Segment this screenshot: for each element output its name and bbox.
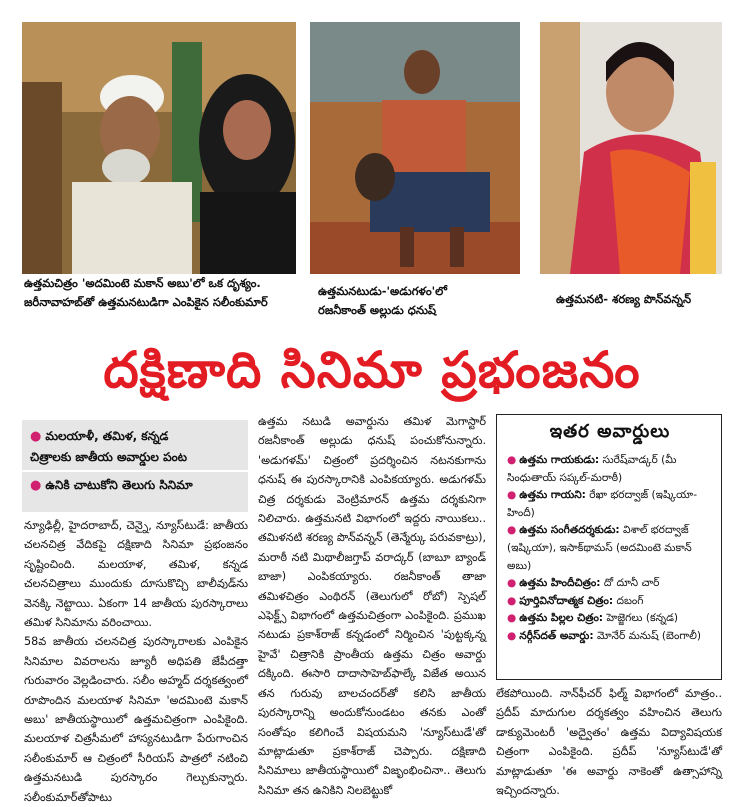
award-winner: హెజ్జెగలు (కన్నడ): [606, 612, 679, 625]
award-item: [507, 522, 713, 575]
award-item: [507, 593, 713, 611]
article-paragraph: ఉత్తమ నటుడి అవార్డును తమిళ మెగాస్టార్ రజనీకాంత్ అల్లుడు ధనుష్ పంచుకోనున్నారు. 'అడుగళమ్' చిత్రంలో ప్రదర్శించిన నటనకుగాను ధనుష్ ఈ పురస్కారానికి ఎంపికయ్యారు. అడుగళమ్ చిత్ర దర్శకుడు వెంట్రిమారన్ ఉత్తమ దర్శకునిగా నిలిచారు. ఉత్తమనటి విభాగంలో ఇద్దరు నాయికలు.. తమిళనటి శరణ్య పొన్‌వన్నన్ (తెన్మేర్కు పరువకాట్రు), మరాఠీ నటి మిథాలీజగ్తాప్ వరాద్కర్ (బాబూ బ్యాండ్ బాజా) ఎంపికయ్యారు. రజనీకాంత్ తాజా తమిళచిత్రం ఎంథిరన్ (తెలుగులో రోబో) స్పెషల్ ఎఫెక్ట్స్ విభాగంలో ఉత్తమచిత్రంగా ఎంపికైంది. ప్రముఖ నటుడు ప్రకాశ్‌రాజ్ కన్నడంలో నిర్మించిన 'పుట్టక్కన్న హైవే' చిత్రానికి ప్రాంతీయ ఉత్తమ చిత్రం అవార్డు దక్కింది. ఈసారి దాదాసాహెబ్‌ఫాల్కే విజేత అయిన తన గురువు బాలచందర్‌తో కలిసి జాతీయ పురస్కారాన్ని అందుకోనుండటం తనకు ఎంతో సంతోషం కలిగించే విషయమని 'న్యూస్‌టుడే'తో మాట్లాడుతూ ప్రకాశ్‌రాజ్ చెప్పారు. దక్షిణాది సినిమాలు జాతీయస్థాయిలో విజృంభించినా.. తెలుగు సినిమా తన ఉనికిని నిలబెట్టుకో: [258, 415, 486, 797]
award-category: ఉత్తమ గాయకుడు:: [519, 454, 600, 466]
photo-dhanush-aadukalam: [310, 22, 520, 274]
award-item: [507, 487, 713, 522]
bullet-icon: ●: [30, 478, 42, 493]
article-paragraph: న్యూఢిల్లీ, హైదరాబాద్, చెన్నై, న్యూస్‌టుడే: జాతీయ చలనచిత్ర వేదికపై దక్షిణాది సినిమా ప్రభంజనం సృష్టించింది. మలయాళ, తమిళ, కన్నడ చలనచిత్రాలు ముందుకు దూసుకొచ్చి బాలీవుడ్‌ను వెనక్కి నెట్టాయి. ఏకంగా 14 జాతీయ పురస్కారాలు తమిళ సినిమాను వరించాయి.: [24, 519, 248, 630]
sidebar-title: ఇతర అవార్డులు: [549, 421, 671, 442]
caption-line: ఉత్తమనటి- శరణ్య పొన్‌వన్నన్: [556, 292, 692, 306]
portrait-image: [540, 22, 722, 274]
article-column-1: [24, 516, 248, 804]
deck-text: ఉనికి చాటుకోని తెలుగు సినిమా: [45, 478, 193, 492]
award-winner: దబంగ్: [616, 594, 644, 607]
article-paragraph: లేకపోయింది. నాన్‌ఫీచర్ ఫిల్మ్ విభాగంలో మాత్రం.. ప్రదీప్ మాదుగుల దర్శకత్వం వహించిన తెలుగు డాక్యుమెంటరీ 'అద్వైతం' ఉత్తమ విద్యావిషయక చిత్రంగా ఎంపికైంది. ప్రదీప్ 'న్యూస్‌టుడే'తో మాట్లాడుతూ 'ఈ అవార్డు నాకెంతో ఉత్సాహాన్ని ఇచ్చిందన్నారు.: [496, 687, 722, 798]
award-category: ఉత్తమ గాయని:: [519, 489, 586, 502]
award-category: ఉత్తమ పిల్లల చిత్రం:: [519, 612, 604, 625]
caption-line: రజనీకాంత్ అల్లుడు ధనుష్: [318, 303, 437, 317]
article-column-2: [258, 412, 486, 797]
caption-line: ఉత్తమనటుడు-'అడుగళం'లో: [318, 284, 447, 298]
deck-line-2: చిత్రాలకు జాతీయ అవార్డుల పంట: [30, 450, 187, 464]
award-item: [507, 452, 713, 487]
award-winner: సురేష్‌వాడ్కర్ (మీ సింధుతాయ్ సప్కల్-మరాఠీ): [507, 454, 677, 484]
bullet-icon: ●: [507, 524, 517, 537]
film-still-image: [310, 22, 520, 274]
film-still-image: [22, 22, 296, 274]
deck-text: మలయాళీ, తమిళ, కన్నడ: [45, 429, 169, 443]
photo-3-caption: [556, 290, 736, 309]
award-winner: మోనేర్ మనుష్ (బెంగాలీ): [596, 629, 701, 642]
award-winner: విశాల్ భరద్వాజ్ (ఇష్కియా), ఇసాక్‌థామస్ (అదమింటె మకాన్ అబు): [507, 524, 692, 572]
bullet-icon: ●: [507, 629, 517, 642]
bullet-icon: ●: [507, 612, 517, 625]
award-item: [507, 628, 713, 646]
photo-saranya-ponvannan: [540, 22, 722, 274]
award-category: నర్గీస్‌దత్ అవార్డు:: [519, 629, 594, 642]
article-paragraph: 58వ జాతీయ చలనచిత్ర పురస్కారాలకు ఎంపికైన సినిమాల వివరాలను జ్యూరీ అధిపతి జేపీదత్తా గురువారం వెల్లడించారు. సలీం అహ్మద్ దర్శకత్వంలో రూపొందిన మలయాళ సినిమా 'అదమింటె మకాన్ అబు' జాతీయస్థాయిలో ఉత్తమచిత్రంగా ఎంపికైంది. మలయాళ చిత్రసీమలో హాస్యనటుడిగా పేరుగాంచిన సలీంకుమార్ ఆ చిత్రంలో సీరియస్ పాత్రలో నటించి ఉత్తమనటుడి పురస్కారం గెల్చుకున్నారు. సలీంకుమార్‌తోపాటు: [24, 635, 248, 804]
article-column-3: [496, 684, 722, 800]
award-category: పూర్తివినోదాత్మక చిత్రం:: [519, 594, 614, 607]
photo-1-caption: [24, 274, 304, 312]
other-awards-sidebar: [496, 414, 722, 680]
bullet-icon: ●: [507, 454, 517, 466]
bullet-icon: ●: [507, 577, 517, 590]
award-item: [507, 610, 713, 628]
caption-line: జరీనావాహబ్‌తో ఉత్తమనటుడిగా ఎంపికైన సలీంకుమార్: [24, 295, 268, 309]
headline: దక్షిణాది సినిమా ప్రభంజనం: [103, 341, 641, 399]
bullet-icon: ●: [507, 489, 517, 502]
deck-line-1: [30, 426, 242, 447]
award-winner: దో దూనీ చార్: [603, 577, 660, 590]
deck-divider: [22, 470, 248, 472]
photo-adaminte-makan-abu: [22, 22, 296, 274]
award-category: ఉత్తమ సంగీతదర్శకుడు:: [519, 524, 620, 537]
deck-line-3: [30, 475, 242, 496]
deck-box: [22, 420, 248, 512]
award-category: ఉత్తమ హిందీచిత్రం:: [519, 577, 601, 590]
bullet-icon: ●: [30, 429, 42, 444]
award-winner: రేఖా భరద్వాజ్ (ఇష్కియా-హిందీ): [507, 489, 698, 519]
award-item: [507, 575, 713, 593]
bullet-icon: ●: [507, 594, 517, 607]
caption-line: ఉత్తమచిత్రం 'అదమింటె మకాన్ అబు'లో ఒక దృశ్యం.: [24, 276, 261, 290]
photo-2-caption: [318, 282, 528, 320]
